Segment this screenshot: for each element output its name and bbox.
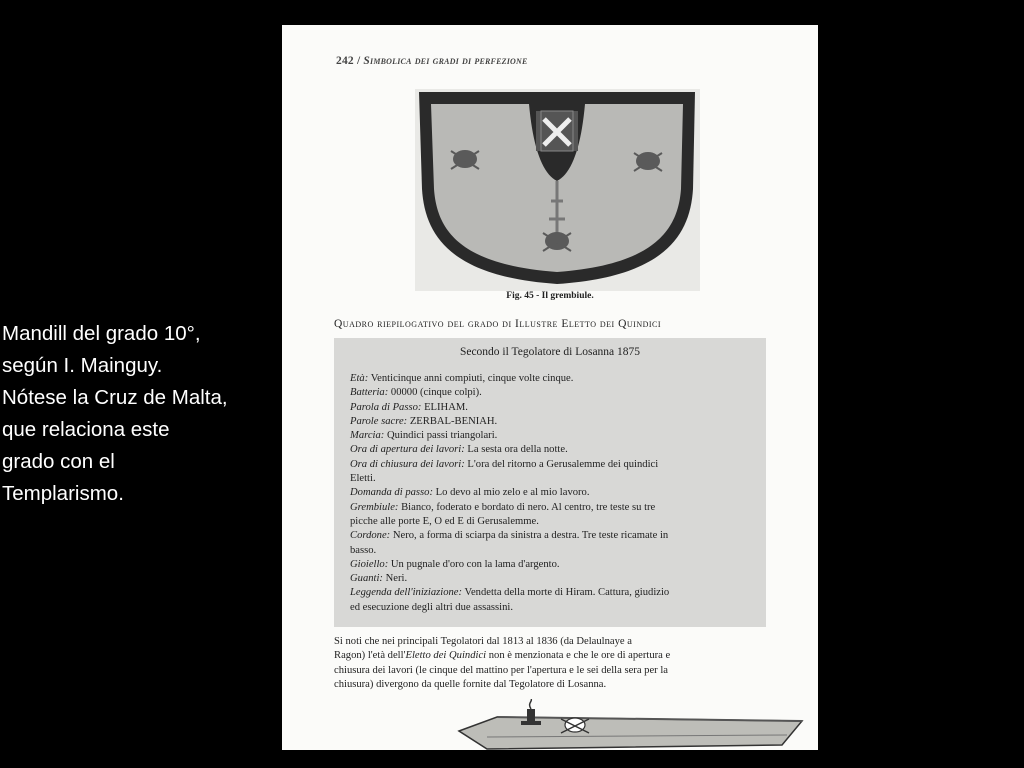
summary-line: Cordone: Nero, a forma di sciarpa da sinistra a destra. Tre teste ricamate in — [350, 530, 669, 542]
page-number: 242 — [336, 55, 354, 67]
summary-line: Domanda di passo: Lo devo al mio zelo e al mio lavoro. — [350, 487, 590, 499]
summary-box — [334, 338, 766, 627]
summary-line: ed esecuzione degli altri due assassini. — [350, 601, 513, 613]
summary-line: Ora di apertura dei lavori: La sesta ora della notte. — [350, 444, 568, 456]
summary-line: Parole sacre: ZERBAL-BENIAH. — [350, 415, 498, 427]
summary-line: Guanti: Neri. — [350, 573, 408, 585]
page-header — [336, 55, 528, 67]
apron-illustration — [415, 89, 700, 291]
summary-line: Parola di Passo: ELIHAM. — [350, 401, 468, 413]
paragraph-line: chiusura) divergono da quelle fornite dal Tegolatore di Losanna. — [334, 678, 607, 690]
lamp-icon — [521, 699, 541, 725]
figure-caption: Fig. 45 - Il grembiule. — [506, 291, 594, 301]
summary-line: Gioiello: Un pugnale d'oro con la lama d'argento. — [350, 558, 560, 570]
summary-subtitle: Secondo il Tegolatore di Losanna 1875 — [459, 346, 641, 358]
summary-line: Grembiule: Bianco, foderato e bordato di nero. Al centro, tre teste su tre — [350, 501, 656, 513]
summary-line: Leggenda dell'iniziazione: Vendetta della morte di Hiram. Cattura, giudizio — [350, 587, 670, 599]
caption-line: Mandill del grado 10°, — [2, 322, 201, 345]
coffin-illustration — [457, 699, 807, 750]
summary-line: Età: Venticinque anni compiuti, cinque volte cinque. — [350, 373, 574, 384]
summary-line: picche alle porte E, O ed E di Gerusalemme. — [350, 515, 539, 527]
book-page — [282, 25, 818, 750]
summary-line: Marcia: Quindici passi triangolari. — [350, 430, 498, 442]
summary-line: Ora di chiusura dei lavori: L'ora del ritorno a Gerusalemme dei quindici — [350, 458, 659, 470]
header-separator: / — [356, 55, 361, 67]
skull-icon — [451, 150, 479, 169]
summary-line: basso. — [350, 544, 377, 556]
paragraph-line: Ragon) l'età dell'Eletto dei Quindici non è menzionata e che le ore di apertura e — [334, 650, 671, 662]
caption-line: grado con el — [2, 450, 115, 473]
running-title: Simbolica dei gradi di perfezione — [363, 55, 528, 67]
skull-icon — [543, 232, 571, 251]
skull-icon — [634, 152, 662, 171]
slide-caption — [2, 318, 292, 510]
summary-entries — [350, 372, 754, 615]
paragraph-line: Si noti che nei principali Tegolatori dal 1813 al 1836 (da Delaulnaye a — [334, 636, 632, 647]
summary-line: Batteria: 00000 (cinque colpi). — [350, 387, 482, 399]
caption-line: Nótese la Cruz de Malta, — [2, 386, 228, 409]
caption-line: según I. Mainguy. — [2, 354, 163, 377]
paragraph-line: chiusura dei lavori (le cinque del mattino per l'apertura e le sei della sera per la — [334, 664, 668, 676]
body-paragraph — [334, 635, 770, 692]
summary-line: Eletti. — [350, 473, 376, 485]
summary-title: Quadro riepilogativo del grado di Illustre Eletto dei Quindici — [334, 318, 662, 330]
caption-line: Templarismo. — [2, 482, 124, 505]
caption-line: que relaciona este — [2, 418, 170, 441]
